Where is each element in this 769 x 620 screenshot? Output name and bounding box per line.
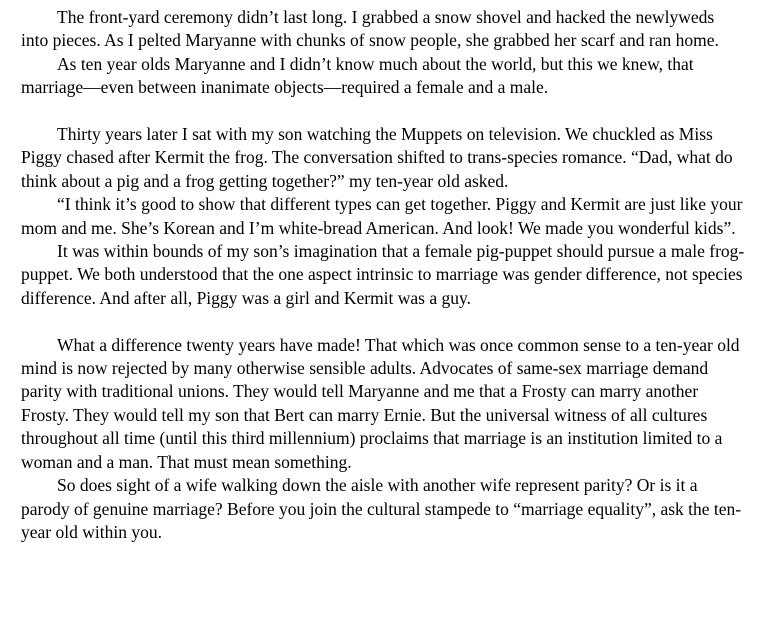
paragraph: The front-yard ceremony didn’t last long. I grabbed a snow shovel and hacked the newlyweds into pieces. As I pelted Maryanne with chunks of snow people, she grabbed her scarf and ran home. (21, 7, 719, 51)
paragraph: “I think it’s good to show that different types can get together. Piggy and Kermit are just like your mom and me. She’s Korean and I’m white-bread American. And look! We made you wonderful kids”. (21, 194, 743, 238)
paragraph: So does sight of a wife walking down the aisle with another wife represent parity? Or is it a parody of genuine marriage? Before you join the cultural stampede to “marriage equality”, ask the ten-year old within you. (21, 475, 742, 542)
paragraph: Thirty years later I sat with my son watching the Muppets on television. We chuckled as Miss Piggy chased after Kermit the frog. The conversation shifted to trans-species romance. “Dad, what do think about a pig and a frog getting together?” my ten-year old asked. (21, 124, 733, 191)
paragraph: As ten year olds Maryanne and I didn’t know much about the world, but this we knew, that marriage—even between inanimate objects—required a female and a male. (21, 53, 694, 98)
paragraph: It was within bounds of my son’s imagination that a female pig-puppet should pursue a male frog-puppet. We both understood that the one aspect intrinsic to marriage was gender difference, not species difference. And after all, Piggy was a girl and Kermit was a guy. (21, 241, 745, 308)
paragraph: What a difference twenty years have made! That which was once common sense to a ten-year old mind is now rejected by many otherwise sensible adults. Advocates of same-sex marriage demand parity with traditional unions. They would tell Maryanne and me that a Frosty can marry another Frosty. They would tell my son that Bert can marry Ernie. But the universal witness of all cultures throughout all time (until this third millennium) proclaims that marriage is an institution limited to a woman and a man. That must mean something. (21, 334, 740, 472)
document-body (21, 6, 745, 544)
